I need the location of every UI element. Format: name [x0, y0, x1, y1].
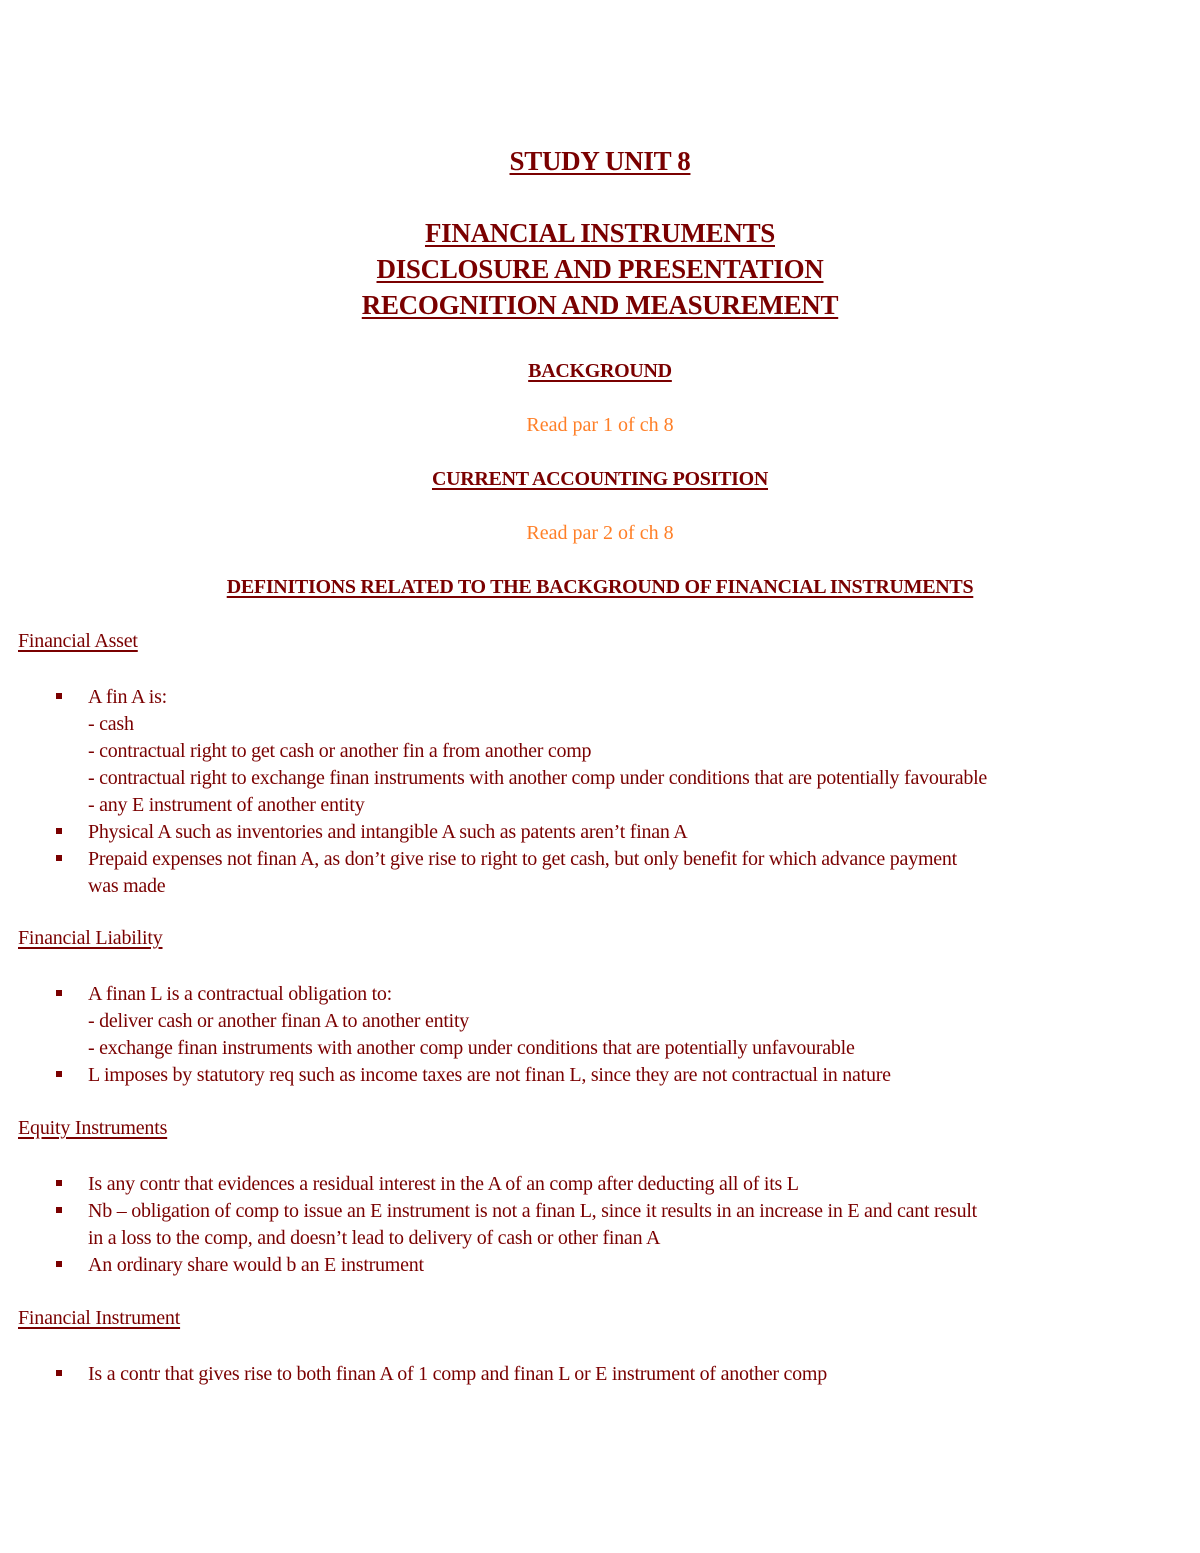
- list-item: An ordinary share would b an E instrument: [0, 1252, 1190, 1279]
- subtitle-line-3: RECOGNITION AND MEASUREMENT: [361, 290, 839, 320]
- list-item: Is any contr that evidences a residual interest in the A of an comp after deducting all of its L: [0, 1171, 1190, 1198]
- current-position-heading: CURRENT ACCOUNTING POSITION: [431, 468, 769, 490]
- bullet-icon: [56, 855, 62, 861]
- list-item: Is a contr that gives rise to both finan A of 1 comp and finan L or E instrument of another comp: [0, 1361, 1190, 1388]
- bullet-icon: [56, 990, 62, 996]
- financial-asset-list: [0, 684, 1190, 900]
- bullet-icon: [56, 828, 62, 834]
- equity-instruments-list: [0, 1171, 1190, 1279]
- list-item: Physical A such as inventories and intangible A such as patents aren’t finan A: [0, 819, 1190, 846]
- subtitle-line-1: FINANCIAL INSTRUMENTS: [424, 218, 775, 248]
- bullet-icon: [56, 1261, 62, 1267]
- financial-liability-heading: Financial Liability: [18, 927, 163, 949]
- list-item: L imposes by statutory req such as income taxes are not finan L, since they are not contractual in nature: [0, 1062, 1190, 1089]
- background-read-reference: Read par 1 of ch 8: [526, 414, 674, 436]
- bullet-icon: [56, 693, 62, 699]
- financial-instrument-list: [0, 1361, 1190, 1388]
- list-item: A finan L is a contractual obligation to: - deliver cash or another finan A to another entity - exchange finan instruments with another comp under conditions that are potentially unfavourable: [0, 981, 1190, 1062]
- subtitle-line-2: DISCLOSURE AND PRESENTATION: [376, 254, 824, 284]
- list-item: Nb – obligation of comp to issue an E instrument is not a finan L, since it results in an increase in E and cant result in a loss to the comp, and doesn’t lead to delivery of cash or other finan A: [0, 1198, 1190, 1252]
- financial-asset-heading: Financial Asset: [18, 630, 138, 652]
- bullet-icon: [56, 1370, 62, 1376]
- bullet-icon: [56, 1207, 62, 1213]
- definitions-heading: DEFINITIONS RELATED TO THE BACKGROUND OF FINANCIAL INSTRUMENTS: [226, 576, 974, 598]
- bullet-icon: [56, 1180, 62, 1186]
- current-position-read-reference: Read par 2 of ch 8: [526, 522, 674, 544]
- equity-instruments-heading: Equity Instruments: [18, 1117, 168, 1139]
- page-title: STUDY UNIT 8: [509, 146, 691, 176]
- bullet-icon: [56, 1071, 62, 1077]
- financial-instrument-heading: Financial Instrument: [18, 1307, 181, 1329]
- list-item: Prepaid expenses not finan A, as don’t give rise to right to get cash, but only benefit for which advance payment was made: [0, 846, 1190, 900]
- list-item: A fin A is: - cash - contractual right to get cash or another fin a from another comp - contractual right to exchange finan instruments with another comp under conditions that are potentially favourable - any E instrument of another entity: [0, 684, 1190, 819]
- financial-liability-list: [0, 981, 1190, 1089]
- background-heading: BACKGROUND: [528, 360, 672, 382]
